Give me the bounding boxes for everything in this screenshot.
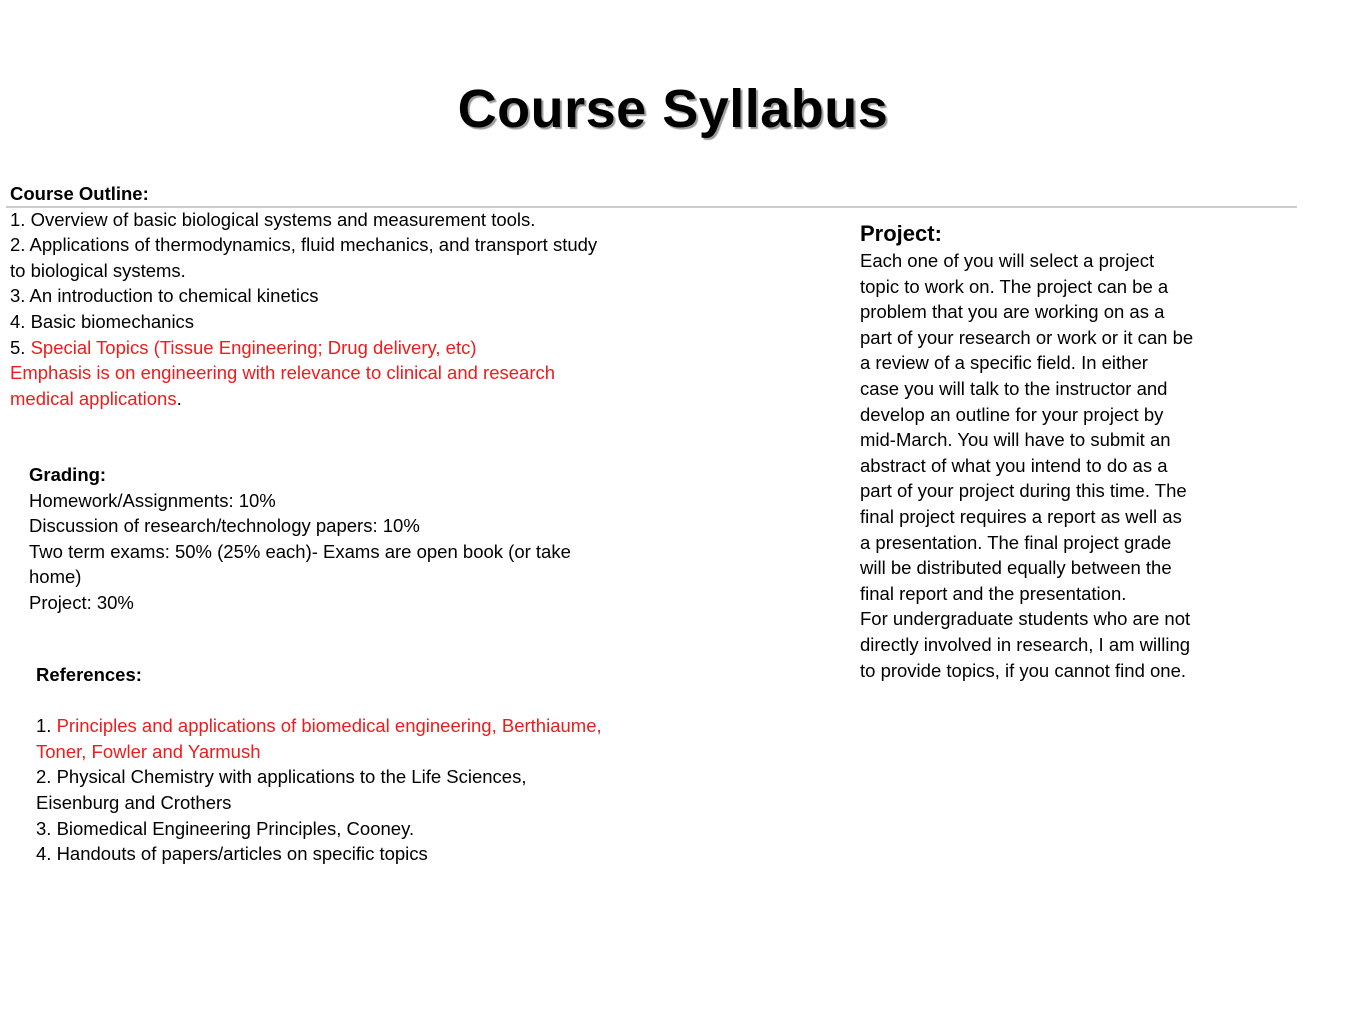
project-line: develop an outline for your project by	[860, 403, 1164, 425]
course-outline-heading: Course Outline:	[10, 183, 149, 204]
project-line: will be distributed equally between the	[860, 557, 1172, 579]
reference-1-line-2: Toner, Fowler and Yarmush	[36, 740, 261, 762]
grading-project: Project: 30%	[29, 591, 134, 613]
outline-item-3: 3. An introduction to chemical kinetics	[10, 285, 319, 307]
course-outline-section	[10, 181, 710, 411]
emphasis-line-2	[10, 386, 710, 412]
emphasis-line-2-text: medical applications	[10, 387, 177, 409]
reference-1-number: 1.	[36, 715, 57, 737]
project-line: to provide topics, if you cannot find one.	[860, 659, 1187, 681]
reference-2-line-2: Eisenburg and Crothers	[36, 791, 232, 813]
project-line: problem that you are working on as a	[860, 301, 1165, 323]
references-spacer	[36, 688, 716, 714]
outline-item-5-number: 5.	[10, 336, 31, 358]
outline-item-5	[10, 335, 710, 361]
outline-item-1: 1. Overview of basic biological systems and measurement tools.	[10, 208, 536, 230]
project-line: final project requires a report as well as	[860, 505, 1182, 527]
grading-section	[29, 462, 709, 616]
project-line: case you will talk to the instructor and	[860, 377, 1168, 399]
outline-item-2-line-2: to biological systems.	[10, 259, 186, 281]
outline-item-2-line-1: 2. Applications of thermodynamics, fluid mechanics, and transport study	[10, 234, 598, 256]
project-line: Each one of you will select a project	[860, 250, 1155, 271]
project-line: abstract of what you intend to do as a	[860, 454, 1168, 476]
project-line: a presentation. The final project grade	[860, 531, 1172, 553]
page-title: Course Syllabus	[457, 79, 889, 139]
project-section	[860, 220, 1280, 683]
project-line: final report and the presentation.	[860, 582, 1127, 604]
grading-heading: Grading:	[29, 464, 107, 485]
outline-item-5-text: Special Topics (Tissue Engineering; Drug delivery, etc)	[30, 336, 477, 358]
project-line: topic to work on. The project can be a	[860, 275, 1169, 297]
reference-3: 3. Biomedical Engineering Principles, Cooney.	[36, 817, 415, 839]
reference-1-title: Principles and applications of biomedical engineering, Berthiaume,	[56, 715, 602, 737]
project-line: mid-March. You will have to submit an	[860, 429, 1171, 451]
references-section	[36, 662, 716, 867]
grading-exams-line-1: Two term exams: 50% (25% each)- Exams are open book (or take	[29, 540, 571, 562]
emphasis-line-1: Emphasis is on engineering with relevance to clinical and research	[10, 362, 556, 384]
project-line: a review of a specific field. In either	[860, 352, 1148, 374]
reference-2-line-1: 2. Physical Chemistry with applications to the Life Sciences,	[36, 766, 527, 788]
emphasis-period: .	[176, 387, 182, 409]
grading-homework: Homework/Assignments: 10%	[29, 489, 276, 511]
outline-item-4: 4. Basic biomechanics	[10, 310, 195, 332]
reference-4: 4. Handouts of papers/articles on specific topics	[36, 843, 428, 865]
grading-discussion: Discussion of research/technology papers: 10%	[29, 515, 420, 537]
reference-1-line-1	[36, 713, 716, 739]
grading-exams-line-2: home)	[29, 566, 82, 588]
project-line: For undergraduate students who are not	[860, 608, 1191, 630]
project-line: part of your project during this time. The	[860, 480, 1187, 502]
project-line: directly involved in research, I am willing	[860, 633, 1191, 655]
project-line: part of your research or work or it can be	[860, 326, 1194, 348]
project-heading: Project:	[860, 221, 942, 246]
references-heading: References:	[36, 664, 142, 685]
